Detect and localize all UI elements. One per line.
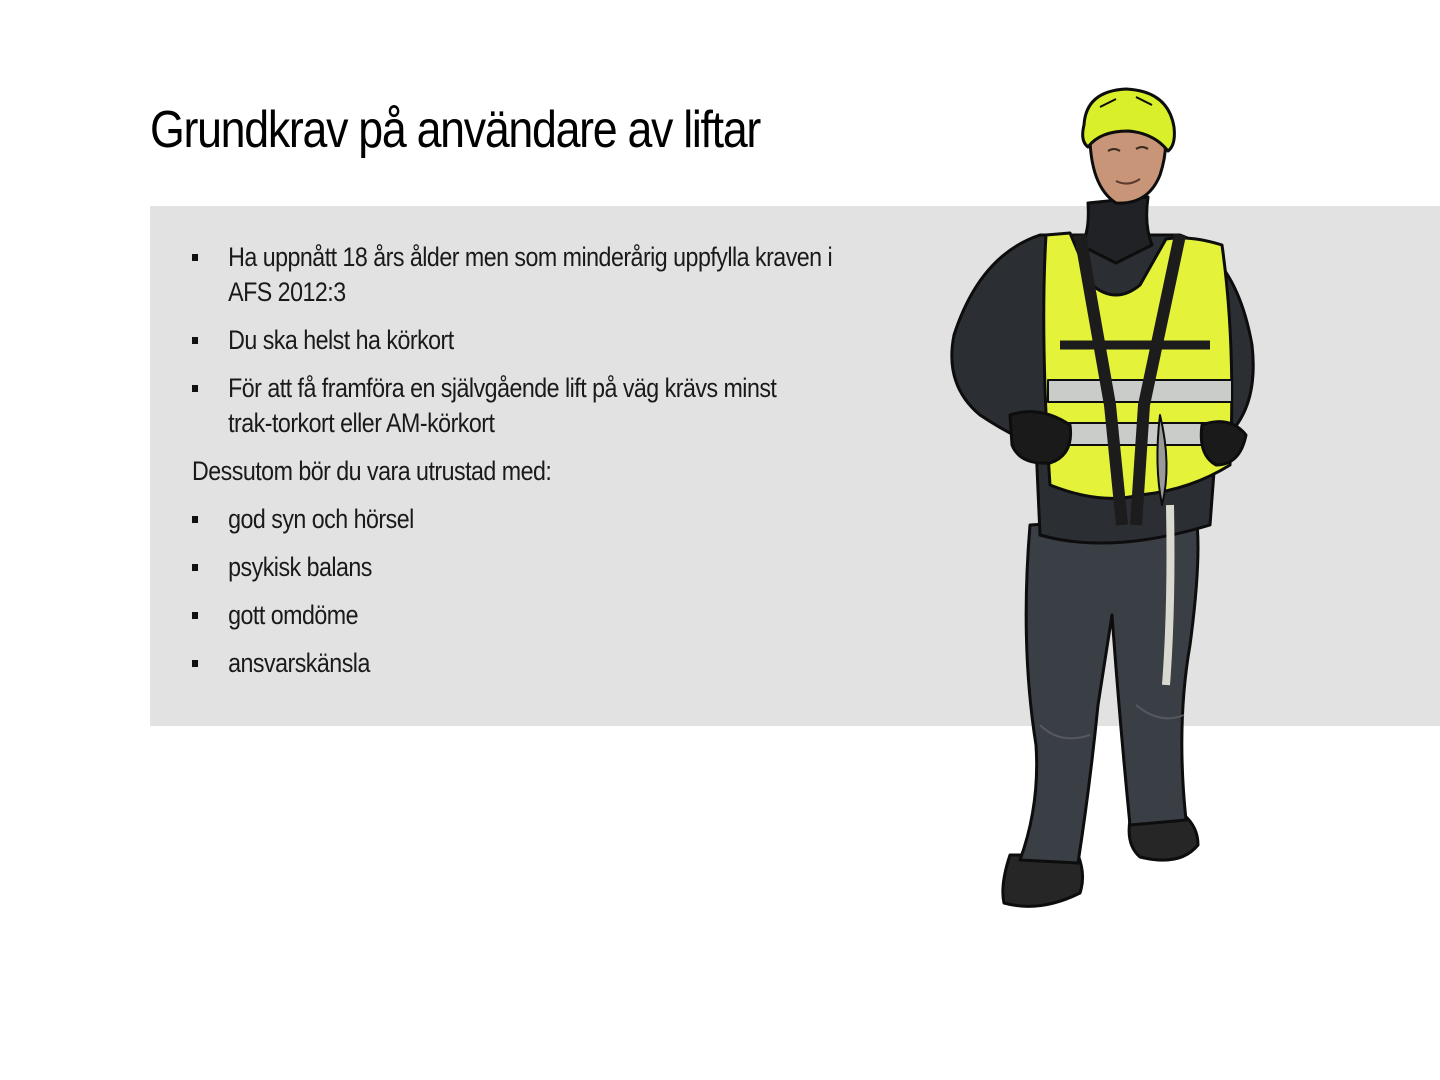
list-item (192, 240, 847, 310)
list-item (192, 550, 949, 585)
equipment-text: god syn och hörsel (228, 504, 414, 534)
list-item (192, 598, 949, 633)
worker-illustration (940, 85, 1300, 915)
list-item (192, 502, 949, 537)
equipment-text: gott omdöme (228, 600, 358, 630)
equipment-list (192, 502, 949, 681)
bullet-square-icon (192, 660, 198, 667)
slide-title: Grundkrav på användare av liftar (150, 101, 761, 159)
bullet-square-icon (192, 516, 198, 523)
bullet-square-icon (192, 254, 198, 261)
equipment-text: psykisk balans (228, 552, 372, 582)
list-item (192, 646, 949, 681)
bullet-square-icon (192, 612, 198, 619)
bullet-square-icon (192, 337, 198, 344)
left-glove-icon (1010, 412, 1071, 464)
bullet-square-icon (192, 385, 198, 392)
text-block (192, 240, 952, 694)
equipment-text: ansvarskänsla (228, 648, 370, 678)
list-item (192, 323, 949, 358)
requirement-text: Ha uppnått 18 års ålder men som minderårig uppfylla kraven i AFS 2012:3 (228, 242, 833, 307)
requirement-text: Du ska helst ha körkort (228, 325, 454, 355)
equipment-intro: Dessutom bör du vara utrustad med: (192, 456, 552, 486)
right-glove-icon (1201, 422, 1246, 465)
requirements-list (192, 240, 949, 441)
bullet-square-icon (192, 564, 198, 571)
list-item (192, 371, 822, 441)
requirement-text: För att få framföra en självgående lift på väg krävs minst trak-torkort eller AM-körkort (228, 373, 777, 438)
